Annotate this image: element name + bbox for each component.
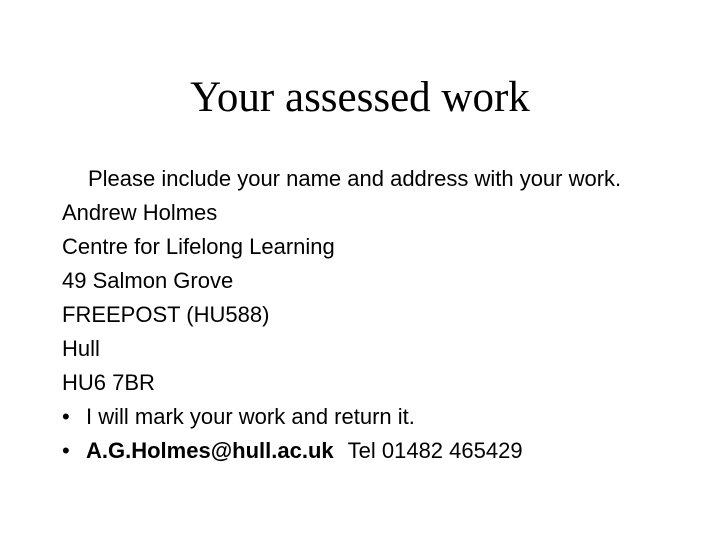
address-freepost: FREEPOST (HU588) — [62, 302, 270, 327]
address-name: Andrew Holmes — [62, 200, 218, 225]
address-city: Hull — [62, 336, 100, 361]
phone-text: Tel 01482 465429 — [347, 438, 523, 463]
slide-title: Your assessed work — [190, 74, 530, 121]
bullet-mark-return — [62, 400, 702, 434]
slide-body — [62, 162, 702, 468]
intro-text: Please include your name and address with your work. — [88, 166, 622, 191]
bullet-mark-return-text: I will mark your work and return it. — [86, 404, 415, 429]
bullet-contact — [62, 434, 702, 468]
address-organisation: Centre for Lifelong Learning — [62, 234, 335, 259]
email-link[interactable]: A.G.Holmes@hull.ac.uk — [86, 438, 334, 463]
bullet-marker: • — [62, 438, 70, 463]
bullet-marker: • — [62, 404, 70, 429]
address-street: 49 Salmon Grove — [62, 268, 234, 293]
address-postcode: HU6 7BR — [62, 370, 155, 395]
